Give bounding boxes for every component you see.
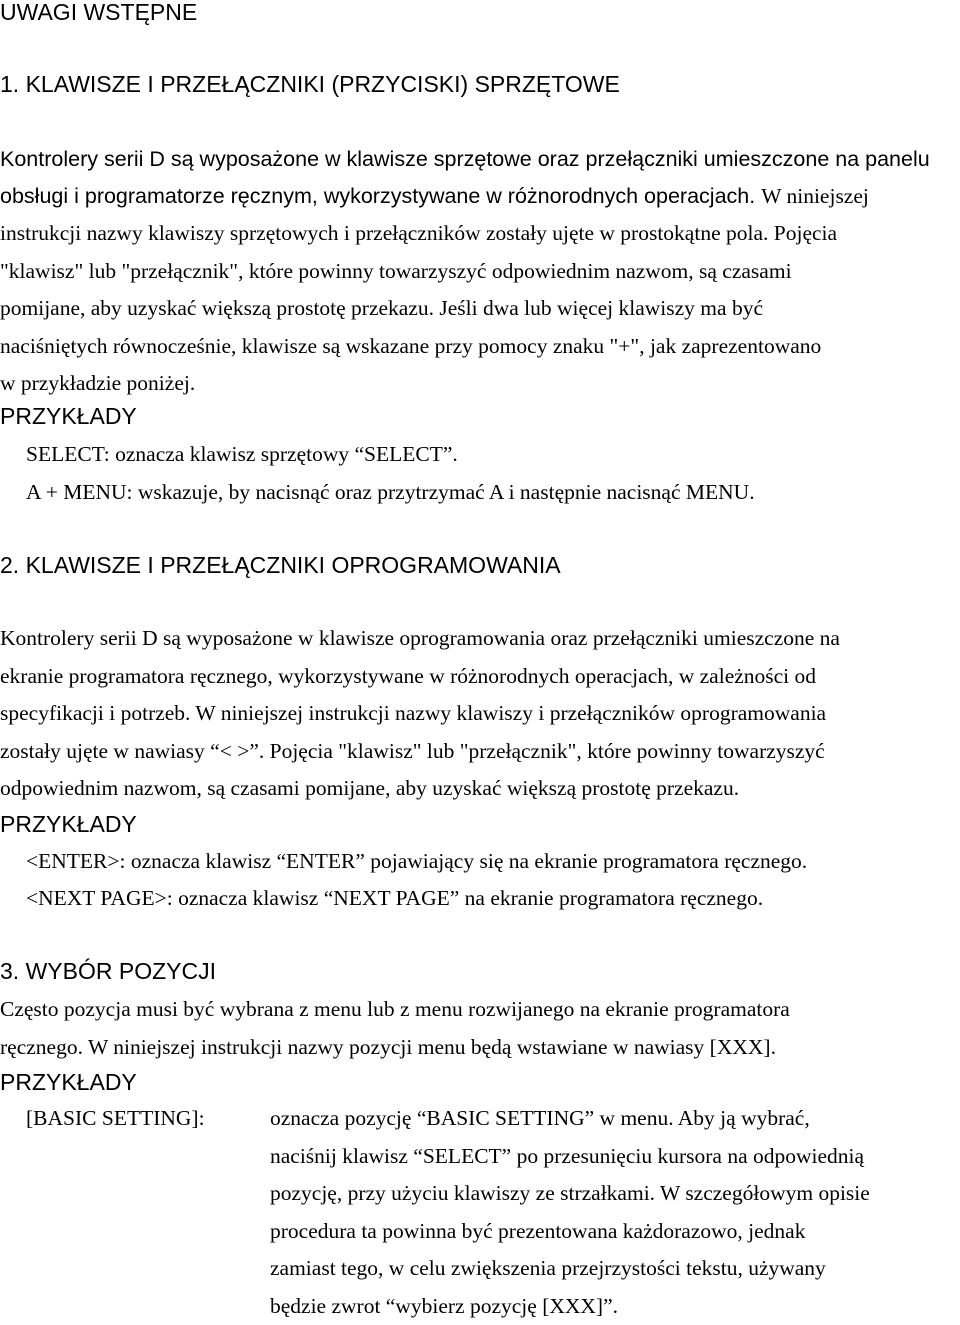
example-desc-line-4: procedura ta powinna być prezentowana każdorazowo, jednak: [270, 1213, 960, 1251]
example-label: [BASIC SETTING]:: [26, 1100, 205, 1138]
section-2-line-4: zostały ujęte w nawiasy “< >”. Pojęcia "klawisz" lub "przełącznik", które powinny towarzyszyć: [0, 733, 960, 771]
example-desc-line-5: zamiast tego, w celu zwiększenia przejrzystości tekstu, używany: [270, 1250, 960, 1288]
example-desc-line-6: będzie zwrot “wybierz pozycję [XXX]”.: [270, 1288, 960, 1325]
section-1-line-3: instrukcji nazwy klawiszy sprzętowych i przełączników zostały ujęte w prostokątne pola. Pojęcia: [0, 215, 960, 253]
section-2-examples-heading: PRZYKŁADY: [0, 810, 137, 838]
section-1-heading: 1. KLAWISZE I PRZEŁĄCZNIKI (PRZYCISKI) SPRZĘTOWE: [0, 70, 620, 98]
section-2-line-2: ekranie programatora ręcznego, wykorzystywane w różnorodnych operacjach, w zależności od: [0, 658, 960, 696]
section-2-line-5: odpowiednim nazwom, są czasami pomijane, aby uzyskać większą prostotę przekazu.: [0, 770, 960, 808]
section-1-line-5: pomijane, aby uzyskać większą prostotę przekazu. Jeśli dwa lub więcej klawiszy ma być: [0, 290, 960, 328]
section-2-heading: 2. KLAWISZE I PRZEŁĄCZNIKI OPROGRAMOWANIA: [0, 551, 561, 579]
section-1-line-2: [0, 178, 960, 216]
section-2-example-2: <NEXT PAGE>: oznacza klawisz “NEXT PAGE” na ekranie programatora ręcznego.: [26, 880, 763, 918]
section-3-examples-heading: PRZYKŁADY: [0, 1068, 137, 1096]
section-1-paragraph-rest: [0, 215, 960, 403]
section-2-line-3: specyfikacji i potrzeb. W niniejszej instrukcji nazwy klawiszy i przełączników oprogramowania: [0, 695, 960, 733]
section-1-example-2: A + MENU: wskazuje, by nacisnąć oraz przytrzymać A i następnie nacisnąć MENU.: [26, 474, 755, 512]
section-2-example-1: <ENTER>: oznacza klawisz “ENTER” pojawiający się na ekranie programatora ręcznego.: [26, 843, 807, 881]
page-title: UWAGI WSTĘPNE: [0, 0, 197, 26]
section-2-line-1: Kontrolery serii D są wyposażone w klawisze oprogramowania oraz przełączniki umieszczone na: [0, 620, 960, 658]
section-3-paragraph: [0, 991, 960, 1066]
section-2-paragraph: [0, 620, 960, 808]
section-1-line-6: naciśniętych równocześnie, klawisze są wskazane przy pomocy znaku "+", jak zaprezentowano: [0, 328, 960, 366]
example-description: [270, 1100, 960, 1325]
example-desc-line-2: naciśnij klawisz “SELECT” po przesunięciu kursora na odpowiednią: [270, 1138, 960, 1176]
section-1-example-1: SELECT: oznacza klawisz sprzętowy “SELECT”.: [26, 436, 458, 474]
section-1-line-1: Kontrolery serii D są wyposażone w klawisze sprzętowe oraz przełączniki umieszczone na panelu: [0, 141, 960, 179]
section-1-line-7: w przykładzie poniżej.: [0, 365, 960, 403]
section-3-line-1: Często pozycja musi być wybrana z menu lub z menu rozwijanego na ekranie programatora: [0, 991, 960, 1029]
section-1-line-2b: W niniejszej: [761, 184, 869, 208]
section-1-line-4: "klawisz" lub "przełącznik", które powinny towarzyszyć odpowiednim nazwom, są czasami: [0, 253, 960, 291]
section-1-examples-heading: PRZYKŁADY: [0, 402, 137, 430]
section-3-line-2: ręcznego. W niniejszej instrukcji nazwy pozycji menu będą wstawiane w nawiasy [XXX].: [0, 1029, 960, 1067]
example-desc-line-1: oznacza pozycję “BASIC SETTING” w menu. Aby ją wybrać,: [270, 1100, 960, 1138]
example-desc-line-3: pozycję, przy użyciu klawiszy ze strzałkami. W szczegółowym opisie: [270, 1175, 960, 1213]
section-1-line-2a: obsługi i programatorze ręcznym, wykorzystywane w różnorodnych operacjach.: [0, 184, 755, 208]
section-3-heading: 3. WYBÓR POZYCJI: [0, 957, 216, 985]
